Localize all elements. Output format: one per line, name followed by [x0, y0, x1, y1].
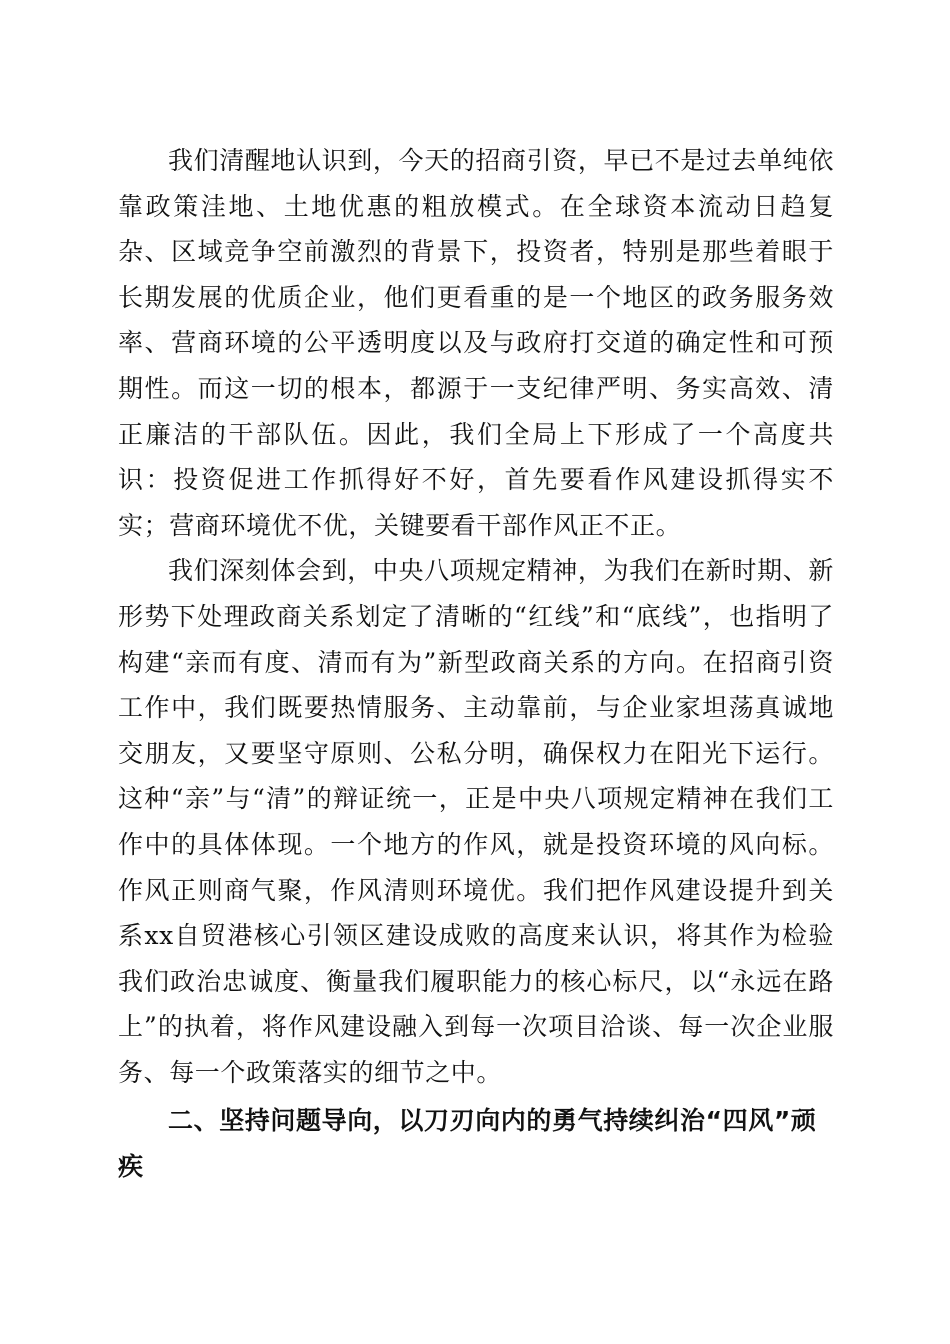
- document-body: [118, 138, 834, 1190]
- paragraph-2: 我们深刻体会到，中央八项规定精神，为我们在新时期、新形势下处理政商关系划定了清晰的“红线”和“底线”，也指明了构建“亲而有度、清而有为”新型政商关系的方向。在招商引资工作中，我们既要热情服务、主动靠前，与企业家坦荡真诚地交朋友，又要坚守原则、公私分明，确保权力在阳光下运行。这种“亲”与“清”的辩证统一，正是中央八项规定精神在我们工作中的具体体现。一个地方的作风，就是投资环境的风向标。作风正则商气聚，作风清则环境优。我们把作风建设提升到关系xx自贸港核心引领区建设成败的高度来认识，将其作为检验我们政治忠诚度、衡量我们履职能力的核心标尺，以“永远在路上”的执着，将作风建设融入到每一次项目洽谈、每一次企业服务、每一个政策落实的细节之中。: [118, 556, 834, 1087]
- paragraph-1: 我们清醒地认识到，今天的招商引资，早已不是过去单纯依靠政策洼地、土地优惠的粗放模式。在全球资本流动日趋复杂、区域竞争空前激烈的背景下，投资者，特别是那些着眼于长期发展的优质企业，他们更看重的是一个地区的政务服务效率、营商环境的公平透明度以及与政府打交道的确定性和可预期性。而这一切的根本，都源于一支纪律严明、务实高效、清正廉洁的干部队伍。因此，我们全局上下形成了一个高度共识：投资促进工作抓得好不好，首先要看作风建设抓得实不实；营商环境优不优，关键要看干部作风正不正。: [118, 146, 834, 540]
- section-heading: 二、坚持问题导向，以刀刃向内的勇气持续纠治“四风”顽疾: [118, 1106, 817, 1182]
